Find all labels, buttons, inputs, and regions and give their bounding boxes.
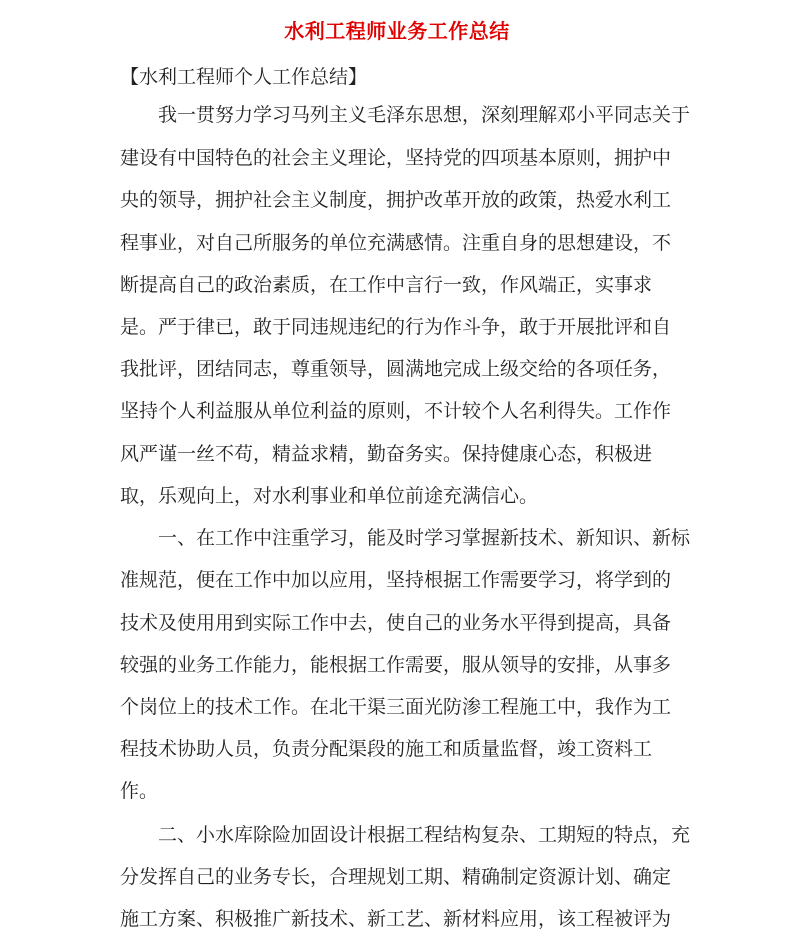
body-line: 程事业，对自己所服务的单位充满感情。注重自身的思想建设，不: [120, 232, 672, 254]
body-line: 断提高自己的政治素质，在工作中言行一致，作风端正，实事求: [120, 274, 653, 296]
body-line: 分发挥自己的业务专长，合理规划工期、精确制定资源计划、确定: [120, 866, 672, 888]
body-line: 个岗位上的技术工作。在北干渠三面光防渗工程施工中，我作为工: [120, 696, 672, 718]
body-line: 较强的业务工作能力，能根据工作需要，服从领导的安排，从事多: [120, 654, 672, 676]
body-line: 坚持个人利益服从单位利益的原则，不计较个人名利得失。工作作: [120, 400, 672, 422]
body-line: 取，乐观向上，对水利事业和单位前途充满信心。: [120, 485, 539, 507]
body-line: 我一贯努力学习马列主义毛泽东思想，深刻理解邓小平同志关于: [120, 104, 691, 126]
body-line: 施工方案、积极推广新技术、新工艺、新材料应用，该工程被评为: [120, 908, 672, 930]
document-subtitle: 【水利工程师个人工作总结】: [120, 66, 368, 88]
body-line: 我批评，团结同志，尊重领导，圆满地完成上级交给的各项任务，: [120, 358, 672, 380]
body-line: 建设有中国特色的社会主义理论，坚持党的四项基本原则，拥护中: [120, 147, 672, 169]
body-line: 央的领导，拥护社会主义制度，拥护改革开放的政策，热爱水利工: [120, 189, 672, 211]
body-line: 程技术协助人员，负责分配渠段的施工和质量监督，竣工资料工: [120, 738, 653, 760]
body-line: 二、小水库除险加固设计根据工程结构复杂、工期短的特点，充: [120, 824, 691, 846]
body-line: 是。严于律已，敢于同违规违纪的行为作斗争，敢于开展批评和自: [120, 316, 672, 338]
body-line: 一、在工作中注重学习，能及时学习掌握新技术、新知识、新标: [120, 527, 691, 549]
body-line: 风严谨一丝不苟，精益求精，勤奋务实。保持健康心态，积极进: [120, 443, 653, 465]
document-title: 水利工程师业务工作总结: [284, 19, 510, 43]
body-line: 技术及使用用到实际工作中去，使自己的业务水平得到提高，具备: [120, 612, 672, 634]
body-line: 准规范，便在工作中加以应用，坚持根据工作需要学习，将学到的: [120, 569, 672, 591]
body-line: 作。: [120, 780, 159, 802]
